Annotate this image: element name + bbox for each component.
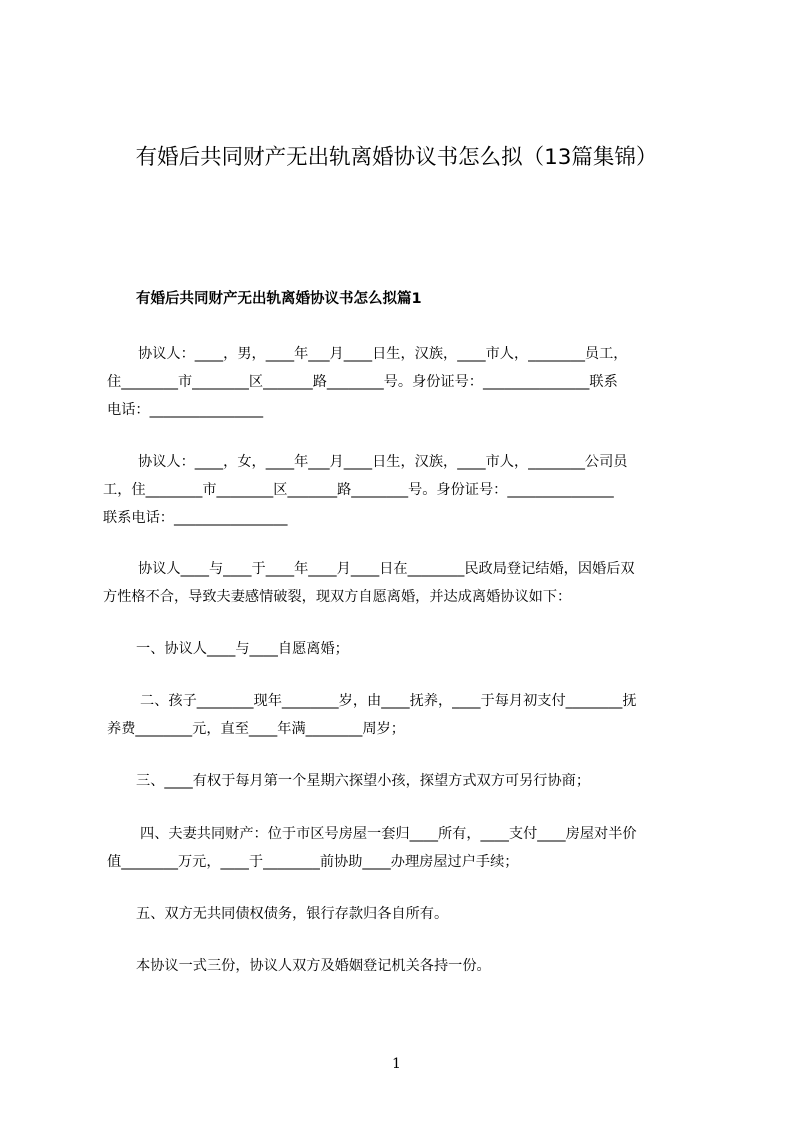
paragraph-line: 协议人：____，男，____年___月____日生，汉族，____市人，________员工， (138, 346, 628, 362)
paragraph-line: 值________万元，____于________前协助____办理房屋过户手续； (107, 854, 519, 870)
document-title: 有婚后共同财产无出轨离婚协议书怎么拟（13篇集锦） (135, 145, 658, 170)
paragraph-line: 四、夫妻共同财产：位于市区号房屋一套归____所有，____支付____房屋对半价 (140, 826, 637, 842)
paragraph-line: 五、双方无共同债权债务，银行存款归各自所有。 (136, 906, 449, 922)
paragraph-line: 协议人____与____于____年____月____日在________民政局登记结婚，因婚后双 (138, 561, 635, 577)
page-number: 1 (392, 1056, 401, 1072)
paragraph-line: 二、孩子________现年________岁，由____抚养，____于每月初支付________抚 (140, 693, 637, 709)
paragraph-line: 本协议一式三份，协议人双方及婚姻登记机关各持一份。 (136, 958, 491, 974)
paragraph-line: 协议人：____，女，____年___月____日生，汉族，____市人，________公司员 (138, 454, 628, 470)
paragraph-line: 联系电话：________________ (103, 510, 288, 526)
paragraph-line: 电话：________________ (107, 402, 264, 418)
section-heading: 有婚后共同财产无出轨离婚协议书怎么拟篇1 (136, 291, 422, 307)
paragraph-line: 工，住________市________区_______路________号。身份证号：_______________ (103, 482, 614, 498)
paragraph-line: 住________市________区_______路________号。身份证号：_______________联系 (107, 374, 618, 390)
paragraph-line: 养费________元，直至____年满________周岁； (107, 721, 405, 737)
paragraph-line: 三、____有权于每月第一个星期六探望小孩，探望方式双方可另行协商； (136, 773, 591, 789)
paragraph-line: 一、协议人____与____自愿离婚； (136, 641, 349, 657)
paragraph-line: 方性格不合，导致夫妻感情破裂，现双方自愿离婚，并达成离婚协议如下： (103, 589, 572, 605)
